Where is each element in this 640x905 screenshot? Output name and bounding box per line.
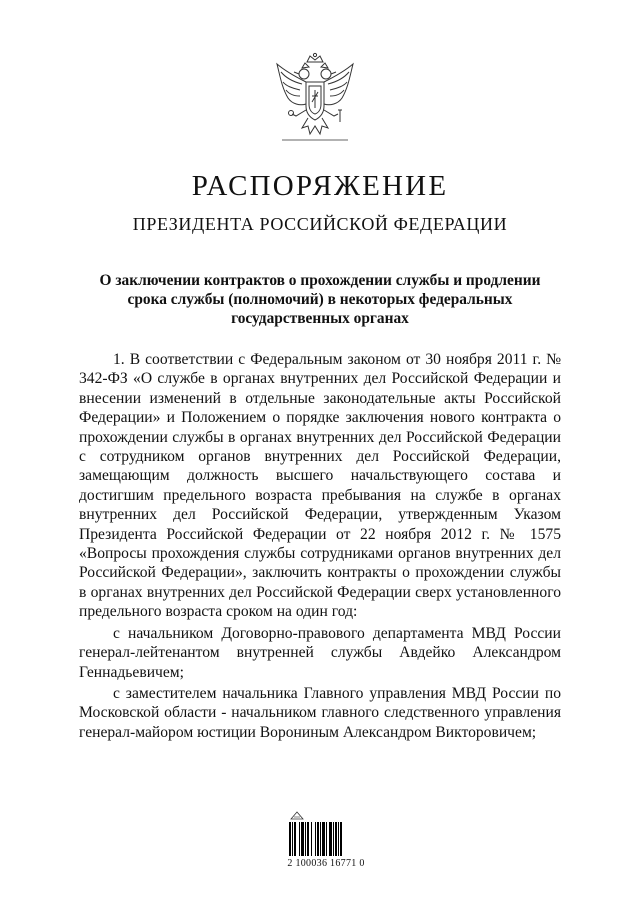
barcode-number: 2 100036 16771 0 [287,858,365,869]
document-body [79,350,561,744]
issuer-heading: ПРЕЗИДЕНТА РОССИЙСКОЙ ФЕДЕРАЦИИ [132,214,508,234]
barcode-stripe [340,822,342,856]
document-title: О заключении контрактов о прохождении службы и продлении срока службы (полномочий) в некоторых федеральных государственных органах [99,272,541,327]
barcode-mark-icon [290,811,304,820]
barcode-bars [289,822,363,856]
paragraph-1: 1. В соответствии с Федеральным законом от 30 ноября 2011 г. № 342-ФЗ «О службе в органах внутренних дел Российской Федерации и внесении изменений в отдельные законодательные акты Российской Федерации» и Положением о порядке заключения нового контракта о прохождении службы в органах внутренних дел Российской Федерации с сотрудником органов внутренних дел Российской Федерации, замещающим должность высшего начальствующего состава и достигшим предельного возраста пребывания на службе в органах внутренних дел Российской Федерации, утвержденным Указом Президента Российской Федерации от 22 ноября 2012 г. № 1575 «Вопросы прохождения службы сотрудниками органов внутренних дел Российской Федерации», заключить контракты о прохождении службы в органах внутренних дел Российской Федерации сверх установленного предельного возраста сроком на один год: [79,351,561,621]
paragraph-3: с заместителем начальника Главного управления МВД России по Московской области - начальником главного следственного управления генерал-майором юстиции Ворониным Александром Викторовичем; [79,684,561,741]
document-type-heading: РАСПОРЯЖЕНИЕ [191,170,449,202]
paragraph-2: с начальником Договорно-правового департамента МВД России генерал-лейтенантом внутренней службы Авдейко Александром Геннадьевичем; [79,624,561,681]
coat-of-arms-icon [272,52,358,144]
barcode [281,811,371,873]
